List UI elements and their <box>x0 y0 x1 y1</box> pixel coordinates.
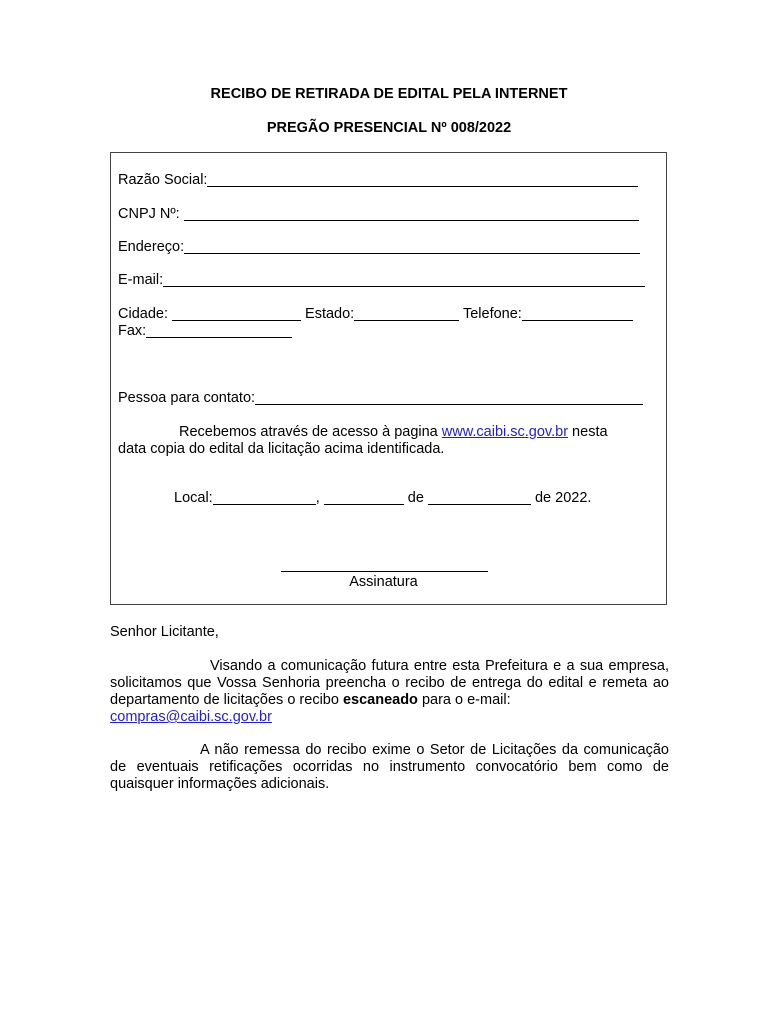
email-link[interactable]: compras@caibi.sc.gov.br <box>110 709 272 725</box>
razao-social-label: Razão Social: <box>118 172 208 188</box>
email-field[interactable] <box>163 272 645 287</box>
endereco-field[interactable] <box>184 239 640 254</box>
razao-social-row <box>118 172 638 189</box>
endereco-row <box>118 239 640 256</box>
notice-p1-end: para o e-mail: <box>417 692 511 708</box>
comma: , <box>315 490 320 506</box>
local-date-row <box>174 490 591 507</box>
endereco-label: Endereço: <box>118 239 185 255</box>
signature-line[interactable] <box>281 571 488 572</box>
notice-paragraph-2: A não remessa do recibo exime o Setor de Licitações da comunicação de eventuais retificações ocorridas no instrumento convocatório bem como de quaisquer informações adicionais. <box>110 742 669 792</box>
de-text: de <box>403 490 428 506</box>
fax-row <box>118 323 292 340</box>
email-row <box>118 272 645 289</box>
website-link[interactable]: www.caibi.sc.gov.br <box>441 424 569 440</box>
receipt-text-end: nesta <box>568 424 608 440</box>
cidade-field[interactable] <box>172 306 301 321</box>
telefone-field[interactable] <box>522 306 633 321</box>
estado-field[interactable] <box>354 306 459 321</box>
fax-label: Fax: <box>118 323 147 339</box>
cidade-label: Cidade: <box>118 306 173 322</box>
pessoa-contato-label: Pessoa para contato: <box>118 390 256 406</box>
razao-social-field[interactable] <box>207 172 638 187</box>
month-field[interactable] <box>428 490 531 505</box>
cnpj-row <box>118 206 639 223</box>
cidade-estado-telefone-row <box>118 306 633 323</box>
receipt-text: Recebemos através de acesso à pagina <box>179 424 442 440</box>
document-title: RECIBO DE RETIRADA DE EDITAL PELA INTERNET <box>210 86 568 102</box>
signature-label: Assinatura <box>349 574 418 590</box>
local-label: Local: <box>174 490 213 506</box>
local-field[interactable] <box>213 490 316 505</box>
receipt-statement-line1 <box>179 424 608 441</box>
cnpj-field[interactable] <box>184 206 639 221</box>
document-subtitle: PREGÃO PRESENCIAL Nº 008/2022 <box>266 120 512 136</box>
pessoa-contato-field[interactable] <box>255 390 643 405</box>
receipt-statement-line2: data copia do edital da licitação acima identificada. <box>118 441 445 457</box>
email-label: E-mail: <box>118 272 164 288</box>
greeting: Senhor Licitante, <box>110 624 219 640</box>
receipt-form-box <box>110 152 667 605</box>
telefone-label: Telefone: <box>459 306 522 322</box>
year-text: de 2022. <box>530 490 592 506</box>
notice-p1-bold: escaneado <box>342 692 418 708</box>
pessoa-contato-row <box>118 390 643 407</box>
day-field[interactable] <box>324 490 404 505</box>
notice-paragraph-1 <box>110 658 669 726</box>
cnpj-label: CNPJ Nº: <box>118 206 184 222</box>
notice-p1-text: Visando a comunicação futura entre esta Prefeitura e a sua empresa, solicitamos que Vossa Senhoria preencha o recibo de entrega do edital e remeta ao departamento de licitações o recibo <box>110 658 669 708</box>
estado-label: Estado: <box>301 306 355 322</box>
fax-field[interactable] <box>146 323 292 338</box>
